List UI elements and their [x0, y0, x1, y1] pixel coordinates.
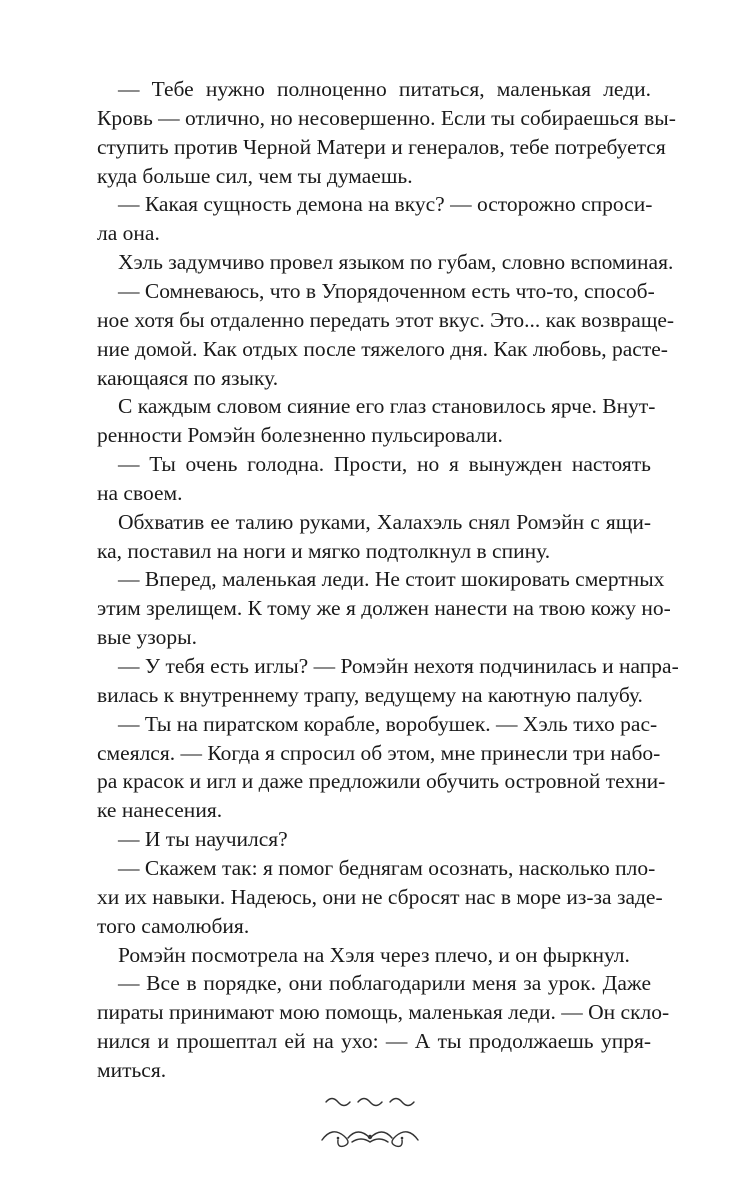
text-line: ка, поставил на ноги и мягко подтолкнул в спину.: [97, 538, 551, 563]
text-line: — У тебя есть иглы? — Ромэйн нехотя подчинилась и напра-: [118, 654, 679, 678]
text-line: куда больше сил, чем ты думаешь.: [97, 163, 413, 188]
text-line: — Какая сущность демона на вкус? — осторожно спроси-: [118, 192, 653, 217]
text-line: С каждым словом сияние его глаз становилось ярче. Внут-: [118, 394, 656, 419]
text-line: смеялся. — Когда я спросил об этом, мне принесли три набо-: [97, 740, 661, 765]
text-line: ке нанесения.: [97, 798, 223, 823]
text-line: хи их навыки. Надеюсь, они не сбросят нас в море из-за заде-: [97, 884, 663, 909]
text-line: этим зрелищем. К тому же я должен нанести на твою кожу но-: [97, 596, 671, 621]
text-line: Обхватив ее талию руками, Халахэль снял Ромэйн с ящи-: [118, 509, 651, 534]
text-line: нился и прошептал ей на ухо: — А ты продолжаешь упря-: [97, 1029, 651, 1054]
text-line: Ромэйн посмотрела на Хэля через плечо, и он фыркнул.: [118, 942, 630, 967]
text-line: Кровь — отлично, но несовершенно. Если ты собираешься вы-: [97, 105, 676, 130]
text-line: — Сомневаюсь, что в Упорядоченном есть что-то, способ-: [118, 278, 655, 303]
text-line: ренности Ромэйн болезненно пульсировали.: [97, 423, 503, 448]
text-line: того самолюбия.: [97, 913, 250, 938]
text-line: — Тебе нужно полноценно питаться, маленькая леди.: [118, 77, 651, 101]
text-line: — И ты научился?: [118, 827, 288, 852]
text-line: ное хотя бы отдаленно передать этот вкус. Это... как возвраще-: [97, 307, 675, 332]
text-line: — Скажем так: я помог беднягам осознать, насколько пло-: [118, 855, 656, 880]
text-line: ступить против Черной Матери и генералов, тебе потребуется: [97, 134, 666, 159]
text-line: вилась к внутреннему трапу, ведущему на каютную палубу.: [97, 682, 643, 707]
text-line: — Все в порядке, они поблагодарили меня за урок. Даже: [118, 971, 651, 996]
text-line: ра красок и игл и даже предложили обучить островной техни-: [97, 769, 666, 794]
text-line: пираты принимают мою помощь, маленькая леди. — Он скло-: [97, 1000, 670, 1025]
text-line: — Вперед, маленькая леди. Не стоит шокировать смертных: [118, 567, 665, 592]
text-line: на своем.: [97, 480, 183, 505]
text-line: ла она.: [97, 221, 160, 246]
text-line: миться.: [97, 1057, 167, 1082]
text-line: вые узоры.: [97, 625, 197, 650]
text-line: ние домой. Как отдых после тяжелого дня. Как любовь, расте-: [97, 336, 668, 361]
section-break-flourish-icon: [318, 1090, 422, 1148]
text-line: — Ты на пиратском корабле, воробушек. — Хэль тихо рас-: [118, 711, 658, 736]
text-line: Хэль задумчиво провел языком по губам, словно вспоминая.: [118, 250, 674, 275]
text-line: кающаяся по языку.: [97, 365, 279, 390]
text-line: — Ты очень голодна. Прости, но я вынужден настоять: [118, 452, 651, 477]
